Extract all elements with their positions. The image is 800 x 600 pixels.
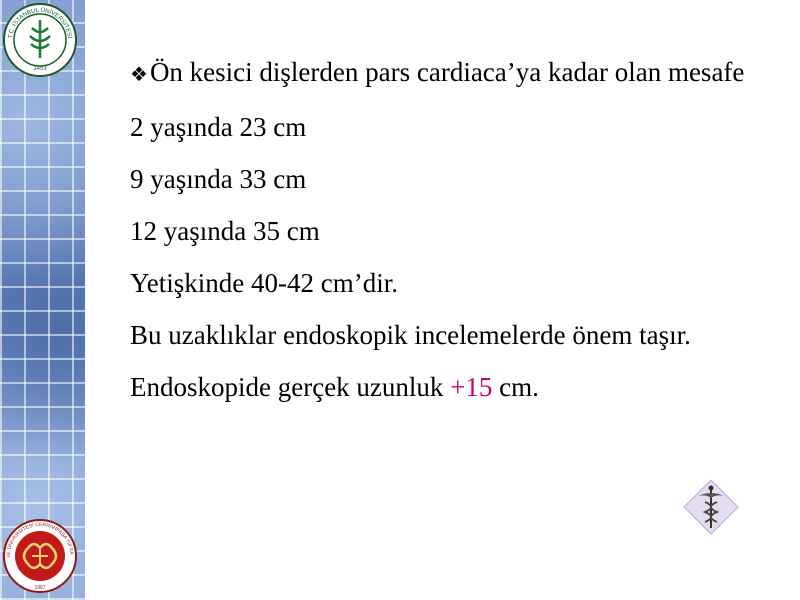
svg-text:1967: 1967 <box>34 585 46 591</box>
svg-text:1453: 1453 <box>33 66 47 72</box>
paragraph-adult <box>130 267 770 299</box>
diamond-bullet-icon: ❖ <box>130 64 148 86</box>
caduceus-icon <box>682 478 740 536</box>
istanbul-university-seal-icon <box>2 2 78 78</box>
paragraph-text: 2 yaşında 23 cm <box>130 112 307 142</box>
svg-text:İSTANBUL ÜNİVERSİTESİ CERRAHPA: UL ÜNİVERSİTESİ CERRAHPAŞA TIP FA <box>5 521 75 558</box>
cerrahpasa-faculty-seal-icon <box>2 518 78 594</box>
endoscopy-prefix: Endoskopide gerçek uzunluk <box>130 372 451 402</box>
svg-text:T.C. İSTANBUL ÜNİVERSİTESİ: T.C. İSTANBUL ÜNİVERSİTESİ <box>8 7 72 39</box>
bullet-paragraph <box>130 56 770 91</box>
paragraph-text: Bu uzaklıklar endoskopik incelemelerde önem taşır. <box>130 320 691 350</box>
paragraph-age-12 <box>130 215 770 247</box>
endoscopy-suffix: cm. <box>492 372 539 402</box>
highlight-value: +15 <box>450 372 493 402</box>
paragraph-age-2 <box>130 111 770 143</box>
paragraph-age-9 <box>130 163 770 195</box>
decorative-sidebar <box>0 0 85 600</box>
paragraph-importance <box>130 319 770 351</box>
paragraph-text: Yetişkinde 40-42 cm’dir. <box>130 268 398 298</box>
paragraph-text: 12 yaşında 35 cm <box>130 216 320 246</box>
paragraph-text: Ön kesici dişlerden pars cardiaca’ya kadar olan mesafe <box>149 57 745 87</box>
slide-content <box>130 56 770 423</box>
paragraph-endoscopy <box>130 371 770 403</box>
paragraph-text: 9 yaşında 33 cm <box>130 164 307 194</box>
